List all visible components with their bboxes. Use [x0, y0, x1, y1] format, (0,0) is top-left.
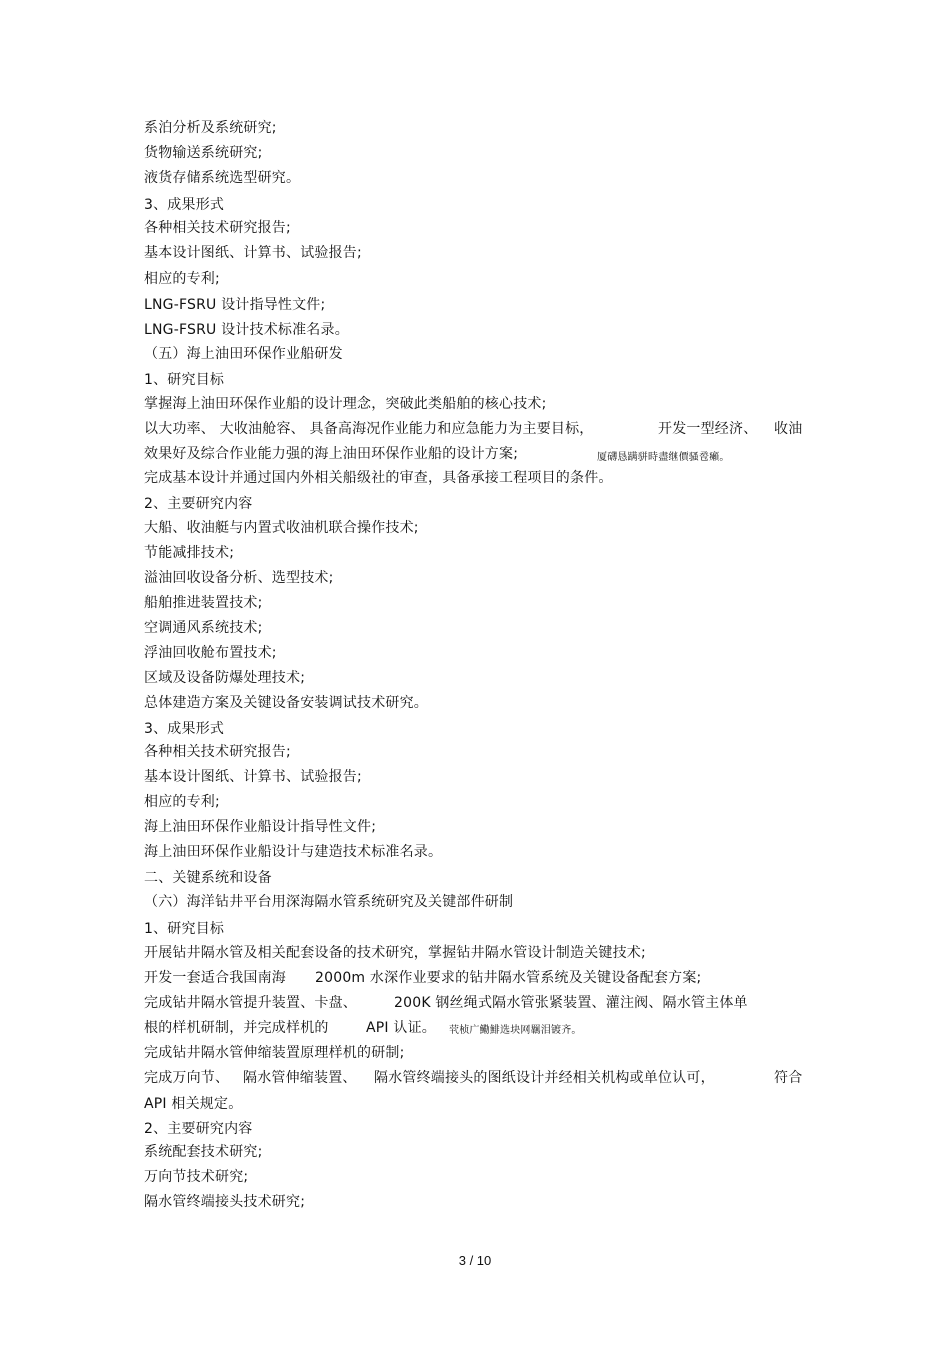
garbled-text: 茕桢广鰳鯡选块网羈泪镀齐。	[449, 1025, 582, 1036]
garbled-text: 厦礴恳蹒骈時盡继價骚卺癩。	[597, 452, 730, 463]
text-line: 开展钻井隔水管及相关配套设备的技术研究，掌握钻井隔水管设计制造关键技术;	[144, 945, 646, 961]
text-line: 大船、收油艇与内置式收油机联合操作技术;	[144, 520, 419, 536]
section-heading: （五）海上油田环保作业船研发	[144, 346, 343, 362]
text-line: API 相关规定。	[144, 1096, 243, 1112]
text-line: 系泊分析及系统研究;	[144, 120, 277, 136]
section-heading: 3、成果形式	[144, 197, 225, 213]
text-line: 各种相关技术研究报告;	[144, 220, 291, 236]
text-line: 完成基本设计并通过国内外相关船级社的审查，具备承接工程项目的条件。	[144, 470, 613, 486]
text-line: 基本设计图纸、计算书、试验报告;	[144, 769, 362, 785]
text-line: 节能减排技术;	[144, 545, 235, 561]
text-line: 完成万向节、	[144, 1070, 230, 1086]
text-line: 区域及设备防爆处理技术;	[144, 670, 306, 686]
section-heading: 2、主要研究内容	[144, 1121, 253, 1137]
text-line-fragment: 隔水管终端接头的图纸设计并经相关机构或单位认可，	[374, 1070, 715, 1086]
text-line-fragment: 收油	[774, 421, 803, 437]
text-line: 效果好及综合作业能力强的海上油田环保作业船的设计方案;	[144, 446, 519, 462]
text-line: 根的样机研制，并完成样机的	[144, 1020, 329, 1036]
text-line: 货物输送系统研究;	[144, 145, 263, 161]
section-heading: （六）海洋钻井平台用深海隔水管系统研究及关键部件研制	[144, 894, 514, 910]
section-heading: 1、研究目标	[144, 921, 225, 937]
text-line-fragment: 隔水管伸缩装置、	[243, 1070, 357, 1086]
text-line: 海上油田环保作业船设计指导性文件;	[144, 819, 377, 835]
section-heading: 2、主要研究内容	[144, 496, 253, 512]
text-line-fragment: 开发一型经济、	[658, 421, 758, 437]
text-line: 开发一套适合我国南海	[144, 970, 286, 986]
text-line-fragment: 2000m 水深作业要求的钻井隔水管系统及关键设备配套方案;	[315, 970, 702, 986]
text-line: 海上油田环保作业船设计与建造技术标准名录。	[144, 844, 443, 860]
text-line: 掌握海上油田环保作业船的设计理念，突破此类船舶的核心技术;	[144, 396, 547, 412]
text-line: LNG-FSRU 设计技术标准名录。	[144, 322, 349, 338]
text-line: 各种相关技术研究报告;	[144, 744, 291, 760]
text-line: 万向节技术研究;	[144, 1169, 249, 1185]
section-heading: 3、成果形式	[144, 721, 225, 737]
text-line: LNG-FSRU 设计指导性文件;	[144, 297, 326, 313]
text-line-fragment: 符合	[774, 1070, 803, 1086]
text-line: 完成钻井隔水管伸缩装置原理样机的研制;	[144, 1045, 405, 1061]
text-line: 液货存储系统选型研究。	[144, 170, 301, 186]
page-number: 3 / 10	[458, 1253, 492, 1268]
text-line: 空调通风系统技术;	[144, 620, 263, 636]
section-heading: 二、关键系统和设备	[144, 870, 272, 886]
text-line-fragment: API 认证。	[366, 1020, 436, 1036]
text-line: 溢油回收设备分析、选型技术;	[144, 570, 334, 586]
section-heading: 1、研究目标	[144, 372, 225, 388]
text-line: 船舶推进装置技术;	[144, 595, 263, 611]
text-line: 总体建造方案及关键设备安装调试技术研究。	[144, 695, 428, 711]
text-line: 相应的专利;	[144, 794, 220, 810]
text-line: 浮油回收舱布置技术;	[144, 645, 277, 661]
text-line: 以大功率、 大收油舱容、 具备高海况作业能力和应急能力为主要目标，	[144, 421, 594, 437]
text-line-fragment: 200K 钢丝绳式隔水管张紧装置、灌注阀、隔水管主体单	[394, 995, 748, 1011]
text-line: 基本设计图纸、计算书、试验报告;	[144, 245, 362, 261]
text-line: 相应的专利;	[144, 271, 220, 287]
text-line: 完成钻井隔水管提升装置、卡盘、	[144, 995, 357, 1011]
text-line: 隔水管终端接头技术研究;	[144, 1194, 306, 1210]
text-line: 系统配套技术研究;	[144, 1144, 263, 1160]
